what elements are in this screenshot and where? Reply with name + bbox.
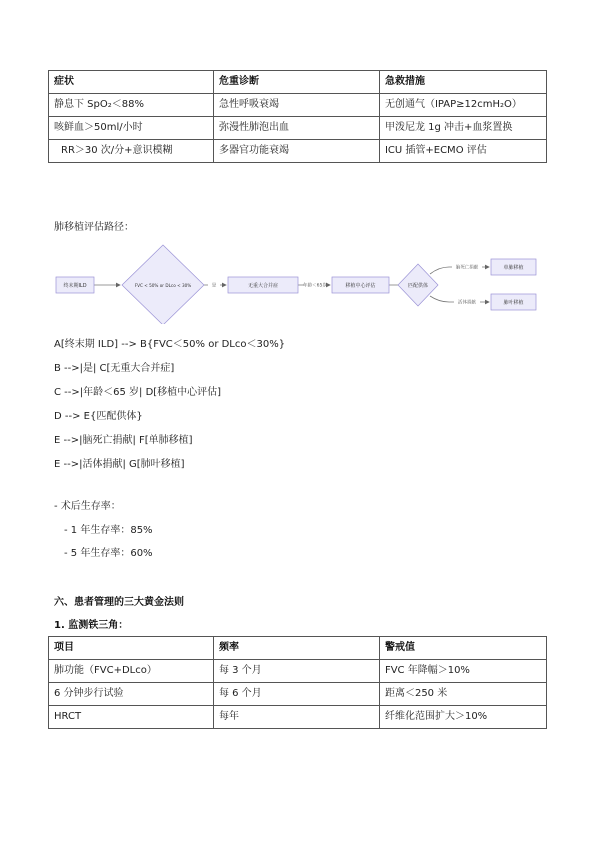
- flow-code-line: C -->|年龄＜65 岁| D[移植中心评估]: [54, 387, 222, 398]
- table-cell: 每 3 个月: [213, 660, 379, 683]
- monitoring-table: [48, 636, 547, 729]
- svg-text:无重大合并症: 无重大合并症: [247, 283, 279, 289]
- table-cell: HRCT: [49, 706, 214, 729]
- flow-code-line: D --> E{匹配供体}: [54, 411, 143, 422]
- svg-text:是: 是: [211, 283, 217, 289]
- table-row: [49, 117, 547, 140]
- header-item: 项目: [49, 637, 214, 660]
- header-alert-value: 警戒值: [379, 637, 546, 660]
- table-cell: ICU 插管+ECMO 评估: [379, 140, 546, 163]
- table-cell: 弥漫性肺泡出血: [213, 117, 379, 140]
- svg-text:终末期ILD: 终末期ILD: [63, 283, 87, 289]
- node-b-fvc-dlco: [122, 245, 204, 324]
- table-cell: 多器官功能衰竭: [213, 140, 379, 163]
- edge-label-living-donation: [454, 298, 480, 306]
- table-header-row: [49, 637, 547, 660]
- svg-text:肺叶移植: 肺叶移植: [503, 300, 524, 306]
- node-e-matching-donor: [398, 264, 438, 306]
- header-critical-diagnosis: 危重诊断: [213, 71, 379, 94]
- table-cell: 纤维化范围扩大＞10%: [379, 706, 546, 729]
- header-symptom: 症状: [49, 71, 214, 94]
- flow-code-line: B -->|是| C[无重大合并症]: [54, 363, 175, 374]
- edge-label-yes: [208, 281, 220, 289]
- table-cell: 每年: [213, 706, 379, 729]
- header-emergency-measure: 急救措施: [379, 71, 546, 94]
- survival-heading: - 术后生存率：: [54, 501, 121, 512]
- transplant-flowchart: [54, 240, 544, 324]
- table-cell: 急性呼吸衰竭: [213, 94, 379, 117]
- table-cell: 咳鲜血＞50ml/小时: [49, 117, 214, 140]
- svg-text:活体捐献: 活体捐献: [458, 300, 476, 306]
- edge-label-age: [303, 281, 327, 289]
- flow-code-line: E -->|脑死亡捐献| F[单肺移植]: [54, 435, 193, 446]
- node-c-no-comorbidity: [228, 277, 298, 293]
- survival-item: - 5 年生存率：60%: [64, 548, 153, 559]
- svg-text:脑死亡捐献: 脑死亡捐献: [455, 265, 479, 271]
- survival-item: - 1 年生存率：85%: [64, 525, 153, 536]
- node-d-transplant-center: [332, 277, 389, 293]
- table-cell: 甲泼尼龙 1g 冲击+血浆置换: [379, 117, 546, 140]
- svg-text:单肺移植: 单肺移植: [503, 265, 524, 271]
- table-cell: FVC 年降幅＞10%: [379, 660, 546, 683]
- node-a-end-stage-ild: [56, 277, 94, 293]
- table-row: [49, 660, 547, 683]
- emergency-table: [48, 70, 547, 163]
- flow-code-line: E -->|活体捐献| G[肺叶移植]: [54, 459, 185, 470]
- table-cell: 肺功能（FVC+DLco）: [49, 660, 214, 683]
- table-header-row: [49, 71, 547, 94]
- edge-label-brain-death-donation: [452, 263, 482, 271]
- sub-heading: 1. 监测铁三角：: [54, 620, 129, 631]
- table-cell: 每 6 个月: [213, 683, 379, 706]
- table-cell: 静息下 SpO₂＜88%: [49, 94, 214, 117]
- node-f-single-lung: [491, 259, 536, 275]
- section-heading: 六、患者管理的三大黄金法则: [54, 597, 184, 608]
- table-row: [49, 683, 547, 706]
- table-cell: 无创通气（IPAP≥12cmH₂O）: [379, 94, 546, 117]
- node-g-lobar: [491, 294, 536, 310]
- table-cell: 距离＜250 米: [379, 683, 546, 706]
- table-row: [49, 94, 547, 117]
- table-cell: RR＞30 次/分+意识模糊: [49, 140, 214, 163]
- table-cell: 6 分钟步行试验: [49, 683, 214, 706]
- svg-text:年龄＜65岁: 年龄＜65岁: [303, 283, 327, 289]
- transplant-pathway-title: 肺移植评估路径：: [54, 222, 134, 233]
- svg-text:移植中心评估: 移植中心评估: [345, 283, 376, 289]
- table-row: [49, 706, 547, 729]
- svg-text:FVC < 50% or DLco < 30%: FVC < 50% or DLco < 30%: [134, 283, 192, 288]
- flow-code-line: A[终末期 ILD] --> B{FVC＜50% or DLco＜30%}: [54, 339, 286, 350]
- svg-text:匹配供体: 匹配供体: [407, 283, 429, 289]
- table-row: [49, 140, 547, 163]
- header-frequency: 频率: [213, 637, 379, 660]
